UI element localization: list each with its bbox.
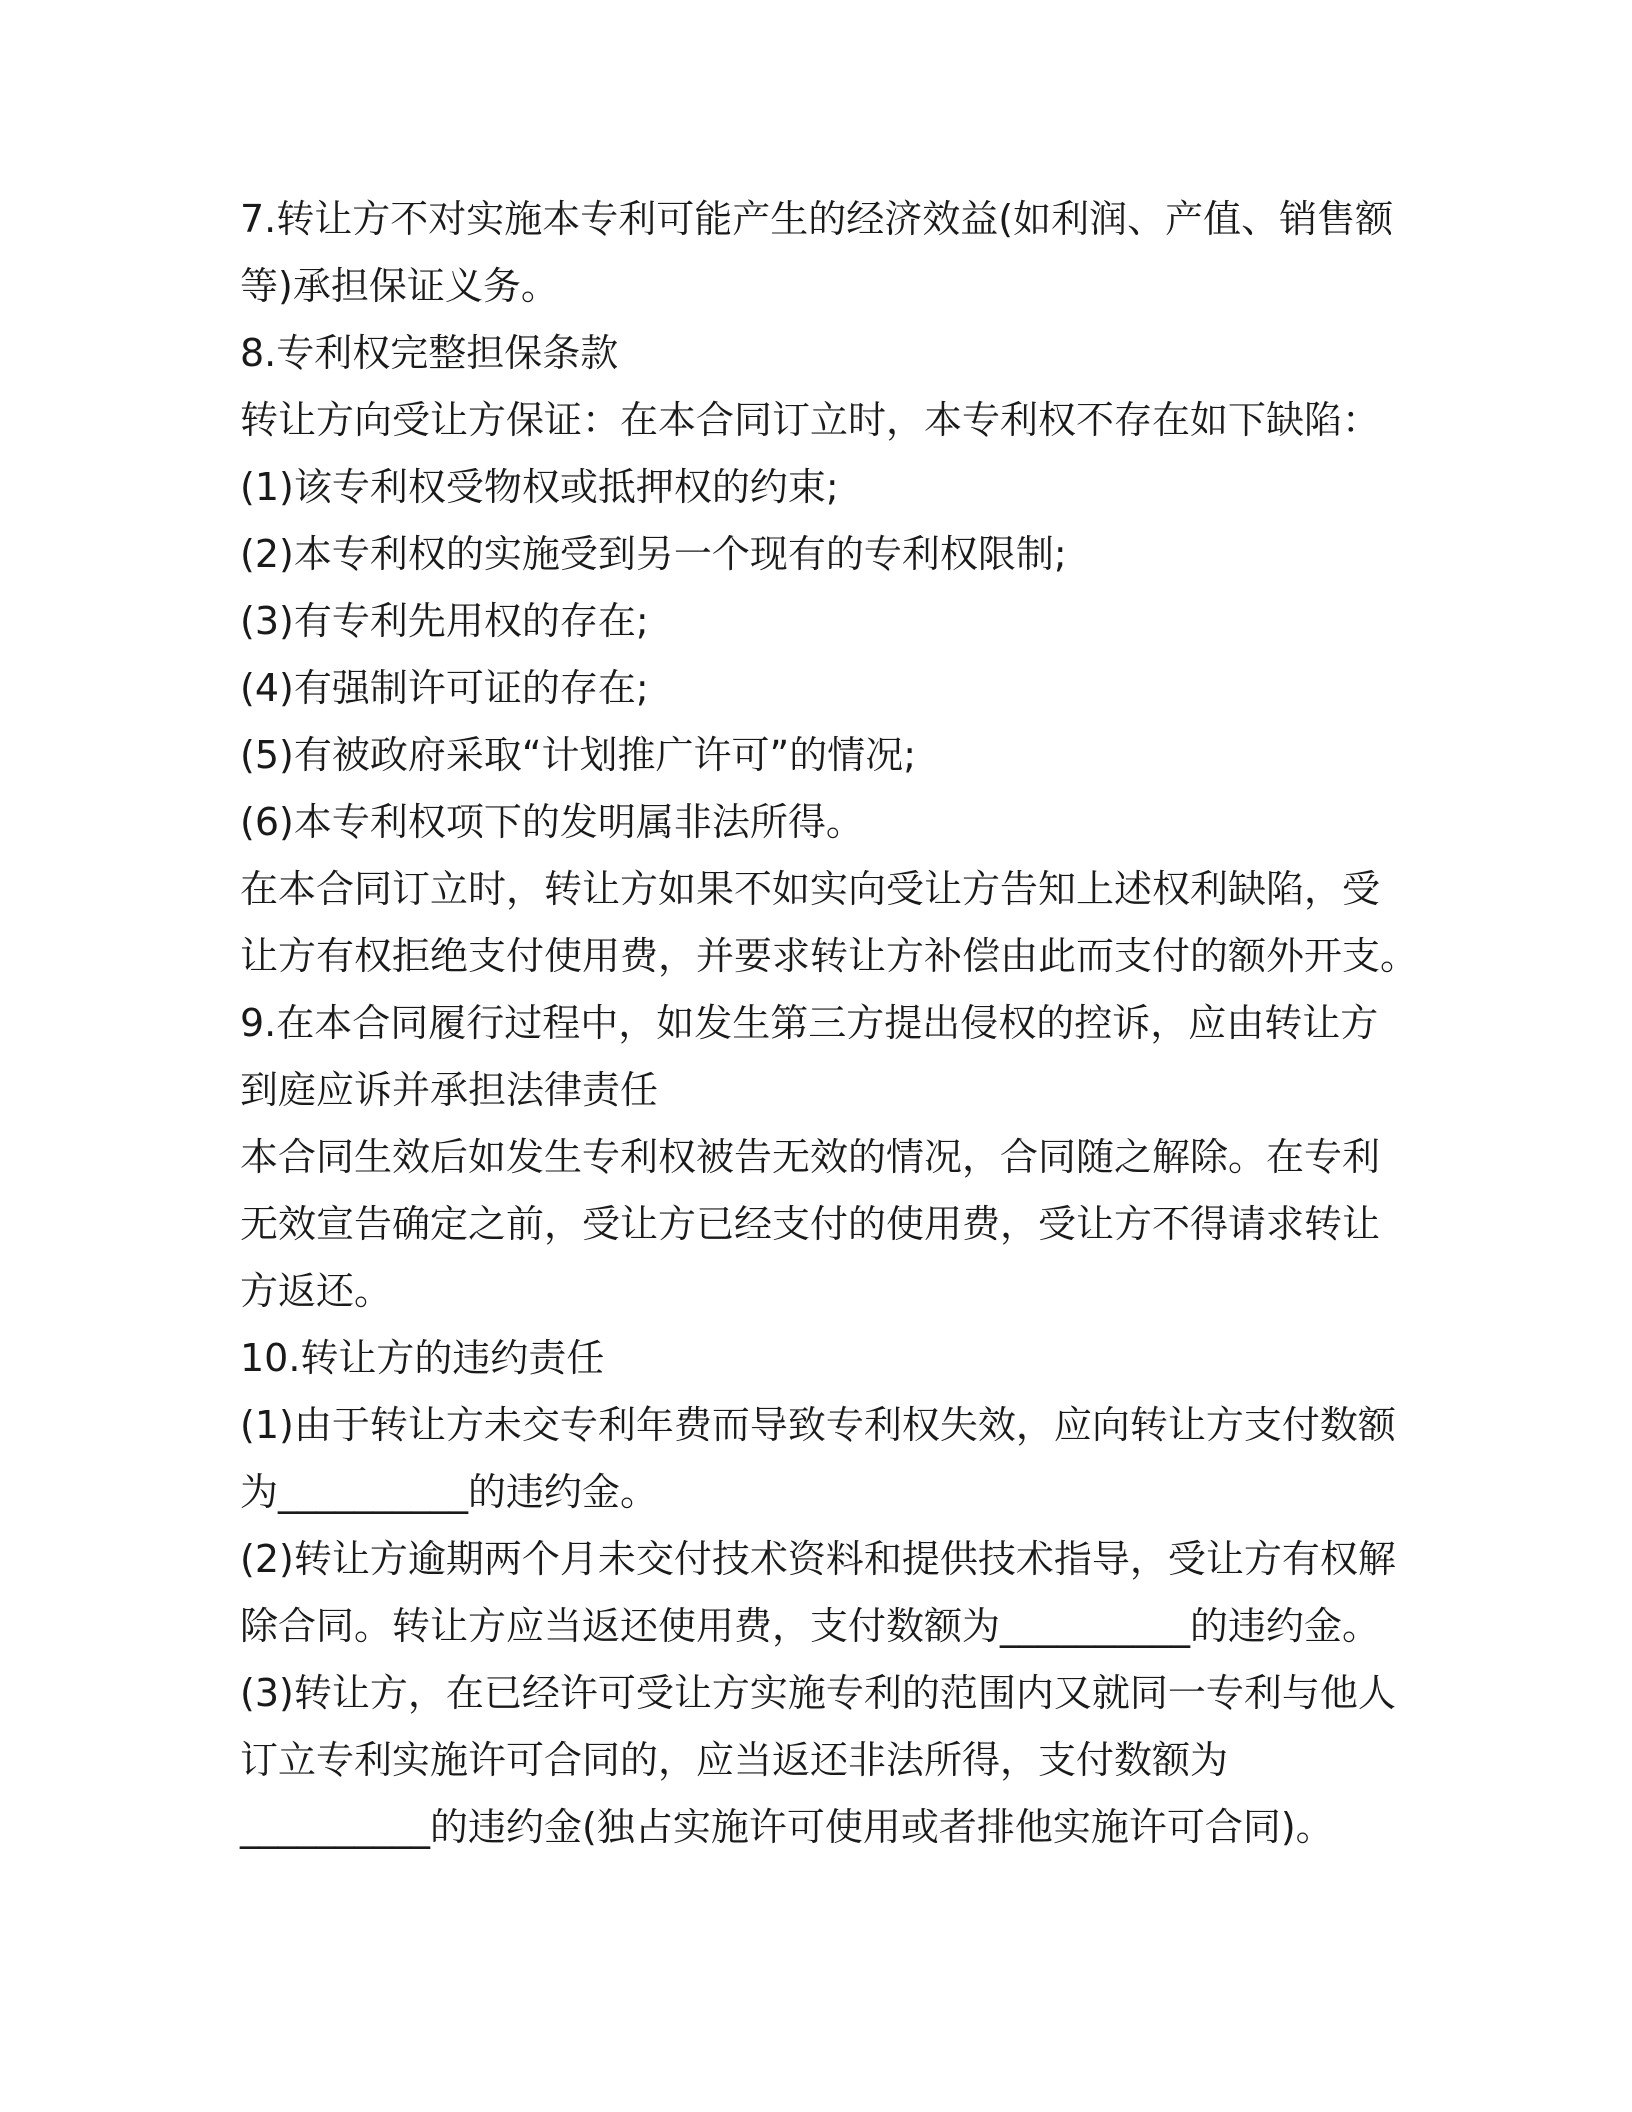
list-item: (3)有专利先用权的存在; [240,599,649,643]
list-item: (1)该专利权受物权或抵押权的约束; [240,465,839,509]
text-line: 到庭应诉并承担法律责任 [240,1068,659,1112]
text-line: 让方有权拒绝支付使用费，并要求转让方补偿由此而支付的额外开支。 [240,934,1419,978]
text-line: 本合同生效后如发生专利权被告无效的情况，合同随之解除。在专利 [240,1135,1381,1179]
text-line: 等)承担保证义务。 [240,264,559,308]
section-heading: 10.转让方的违约责任 [240,1336,605,1380]
list-item: __________的违约金(独占实施许可使用或者排他实施许可合同)。 [240,1805,1334,1849]
list-item: (4)有强制许可证的存在; [240,666,649,710]
document-body [240,186,1419,1861]
list-item: (2)本专利权的实施受到另一个现有的专利权限制; [240,532,1067,576]
text-line: 转让方向受让方保证：在本合同订立时，本专利权不存在如下缺陷： [240,398,1381,442]
text-line: 9.在本合同履行过程中，如发生第三方提出侵权的控诉，应由转让方 [240,1001,1379,1045]
list-item: 为__________的违约金。 [240,1470,659,1514]
section-heading: 8.专利权完整担保条款 [240,331,619,375]
list-item: (3)转让方，在已经许可受让方实施专利的范围内又就同一专利与他人 [240,1671,1396,1715]
list-item: 订立专利实施许可合同的，应当返还非法所得，支付数额为 [240,1738,1229,1782]
list-item: (1)由于转让方未交专利年费而导致专利权失效，应向转让方支付数额 [240,1403,1396,1447]
list-item: (2)转让方逾期两个月未交付技术资料和提供技术指导，受让方有权解 [240,1537,1396,1581]
text-line: 方返还。 [240,1269,393,1313]
text-line: 无效宣告确定之前，受让方已经支付的使用费，受让方不得请求转让 [240,1202,1381,1246]
list-item: (5)有被政府采取“计划推广许可”的情况; [240,733,917,777]
text-line: 7.转让方不对实施本专利可能产生的经济效益(如利润、产值、销售额 [240,197,1394,241]
list-item: (6)本专利权项下的发明属非法所得。 [240,800,864,844]
list-item: 除合同。转让方应当返还使用费，支付数额为__________的违约金。 [240,1604,1381,1648]
text-line: 在本合同订立时，转让方如果不如实向受让方告知上述权利缺陷，受 [240,867,1381,911]
